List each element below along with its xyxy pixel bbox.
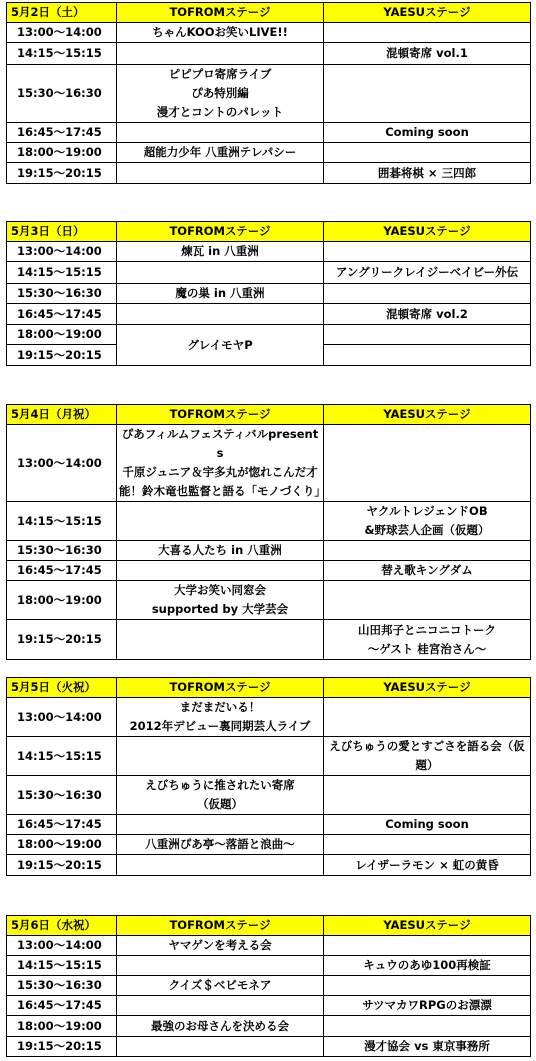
yaesu-event: サツマカワRPGのお漂漂 — [324, 996, 531, 1016]
yaesu-event: アングリークレイジーベイビー外伝 — [324, 262, 531, 284]
yaesu-event — [324, 541, 531, 561]
table-row — [7, 163, 531, 184]
day-schedule-table — [6, 404, 531, 660]
yaesu-event: 漫才協会 vs 東京事務所 — [324, 1037, 531, 1057]
yaesu-event: 替え歌キングダム — [324, 561, 531, 581]
tofrom-event — [117, 163, 324, 184]
table-row — [7, 1037, 531, 1057]
tofrom-event — [117, 815, 324, 835]
yaesu-event — [324, 581, 531, 620]
yaesu-event — [324, 143, 531, 163]
table-row — [7, 541, 531, 561]
header-row — [7, 916, 531, 936]
yaesu-event: 混頓寄席 vol.2 — [324, 304, 531, 325]
yaesu-event: 山田邦子とニコニコトーク ～ゲスト 桂宮治さん～ — [324, 620, 531, 660]
tofrom-event — [117, 43, 324, 65]
table-row — [7, 976, 531, 996]
table-row — [7, 304, 531, 325]
tofrom-stage-header: TOFROMステージ — [117, 222, 324, 242]
table-row — [7, 502, 531, 541]
time-slot: 15:30～16:30 — [7, 976, 117, 996]
tofrom-event: クイズ＄ベビモネア — [117, 976, 324, 996]
time-slot: 19:15～20:15 — [7, 620, 117, 660]
yaesu-event: ヤクルトレジェンドOB &野球芸人企画（仮題） — [324, 502, 531, 541]
time-slot: 15:30～16:30 — [7, 65, 117, 123]
tofrom-event: 煉瓦 in 八重洲 — [117, 242, 324, 262]
yaesu-event — [324, 65, 531, 123]
tofrom-stage-header: TOFROMステージ — [117, 916, 324, 936]
time-slot: 15:30～16:30 — [7, 776, 117, 815]
yaesu-event: 混頓寄席 vol.1 — [324, 43, 531, 65]
tofrom-event: えびちゅうに推されたい寄席 （仮題） — [117, 776, 324, 815]
time-slot: 16:45～17:45 — [7, 123, 117, 143]
day-schedule-table — [6, 915, 531, 1057]
day-schedule-table — [6, 221, 531, 366]
time-slot: 18:00～19:00 — [7, 1016, 117, 1037]
tofrom-event: 最強のお母さんを決める会 — [117, 1016, 324, 1037]
time-slot: 13:00～14:00 — [7, 698, 117, 737]
time-slot: 18:00～19:00 — [7, 835, 117, 855]
yaesu-event: 囲碁将棋 × 三四郎 — [324, 163, 531, 184]
time-slot: 19:15～20:15 — [7, 855, 117, 876]
tofrom-event — [117, 855, 324, 876]
yaesu-event — [324, 325, 531, 345]
yaesu-event: キュウのあゆ100再検証 — [324, 956, 531, 976]
time-slot: 19:15～20:15 — [7, 345, 117, 366]
time-slot: 16:45～17:45 — [7, 815, 117, 835]
table-row — [7, 65, 531, 123]
time-slot: 15:30～16:30 — [7, 284, 117, 304]
table-row — [7, 776, 531, 815]
table-row — [7, 835, 531, 855]
table-row — [7, 620, 531, 660]
table-row — [7, 425, 531, 502]
table-row — [7, 1016, 531, 1037]
table-row — [7, 698, 531, 737]
time-slot: 19:15～20:15 — [7, 1037, 117, 1057]
date-header: 5月5日（火祝） — [7, 678, 117, 698]
tofrom-event — [117, 620, 324, 660]
table-row — [7, 956, 531, 976]
header-row — [7, 405, 531, 425]
table-row — [7, 262, 531, 284]
tofrom-event — [117, 737, 324, 776]
tofrom-event: まだまだいる！ 2012年デビュー裏同期芸人ライブ — [117, 698, 324, 737]
day-schedule-table — [6, 2, 531, 184]
table-row — [7, 737, 531, 776]
time-slot: 18:00～19:00 — [7, 143, 117, 163]
time-slot: 14:15～15:15 — [7, 737, 117, 776]
tofrom-event: グレイモヤP — [117, 325, 324, 366]
table-row — [7, 561, 531, 581]
day-schedule-table — [6, 677, 531, 876]
yaesu-event — [324, 1016, 531, 1037]
tofrom-event: ぴあフィルムフェスティバルpresents 千原ジュニア＆宇多丸が惚れこんだ才能！鈴木竜也監督と語る「モノづくり」 — [117, 425, 324, 502]
time-slot: 13:00～14:00 — [7, 425, 117, 502]
yaesu-stage-header: YAESUステージ — [324, 405, 531, 425]
table-row — [7, 43, 531, 65]
table-row — [7, 23, 531, 43]
time-slot: 14:15～15:15 — [7, 956, 117, 976]
tofrom-event — [117, 304, 324, 325]
tofrom-event: 大喜る人たち in 八重洲 — [117, 541, 324, 561]
tofrom-stage-header: TOFROMステージ — [117, 3, 324, 23]
time-slot: 18:00～19:00 — [7, 581, 117, 620]
table-row — [7, 996, 531, 1016]
time-slot: 15:30～16:30 — [7, 541, 117, 561]
tofrom-event — [117, 123, 324, 143]
yaesu-event — [324, 23, 531, 43]
table-row — [7, 855, 531, 876]
tofrom-event — [117, 502, 324, 541]
yaesu-stage-header: YAESUステージ — [324, 916, 531, 936]
tofrom-event — [117, 996, 324, 1016]
table-row — [7, 123, 531, 143]
time-slot: 18:00～19:00 — [7, 325, 117, 345]
yaesu-event: えびちゅうの愛とすごさを語る会（仮題） — [324, 737, 531, 776]
tofrom-event — [117, 1037, 324, 1057]
tofrom-event: ヤマゲンを考える会 — [117, 936, 324, 956]
yaesu-event — [324, 284, 531, 304]
tofrom-stage-header: TOFROMステージ — [117, 678, 324, 698]
date-header: 5月2日（土） — [7, 3, 117, 23]
date-header: 5月6日（水祝） — [7, 916, 117, 936]
time-slot: 16:45～17:45 — [7, 304, 117, 325]
header-row — [7, 678, 531, 698]
yaesu-event: レイザーラモン × 虹の黄昏 — [324, 855, 531, 876]
table-row — [7, 284, 531, 304]
time-slot: 16:45～17:45 — [7, 561, 117, 581]
yaesu-stage-header: YAESUステージ — [324, 678, 531, 698]
tofrom-event: ピピプロ寄席ライブ ぴあ特別編 漫才とコントのパレット — [117, 65, 324, 123]
tofrom-event: 八重洲ぴあ亭～落語と浪曲～ — [117, 835, 324, 855]
table-row — [7, 242, 531, 262]
tofrom-event — [117, 262, 324, 284]
table-row — [7, 815, 531, 835]
tofrom-event: ちゃんKOOお笑いLIVE!! — [117, 23, 324, 43]
time-slot: 14:15～15:15 — [7, 43, 117, 65]
time-slot: 14:15～15:15 — [7, 502, 117, 541]
tofrom-event — [117, 561, 324, 581]
header-row — [7, 222, 531, 242]
tofrom-event: 大学お笑い同窓会 supported by 大学芸会 — [117, 581, 324, 620]
tofrom-event: 超能力少年 八重洲テレパシー — [117, 143, 324, 163]
yaesu-stage-header: YAESUステージ — [324, 3, 531, 23]
date-header: 5月3日（日） — [7, 222, 117, 242]
table-row — [7, 936, 531, 956]
yaesu-event — [324, 976, 531, 996]
time-slot: 16:45～17:45 — [7, 996, 117, 1016]
yaesu-event — [324, 242, 531, 262]
time-slot: 13:00～14:00 — [7, 936, 117, 956]
header-row — [7, 3, 531, 23]
tofrom-stage-header: TOFROMステージ — [117, 405, 324, 425]
yaesu-event: Coming soon — [324, 123, 531, 143]
time-slot: 14:15～15:15 — [7, 262, 117, 284]
yaesu-stage-header: YAESUステージ — [324, 222, 531, 242]
time-slot: 13:00～14:00 — [7, 23, 117, 43]
yaesu-event — [324, 698, 531, 737]
tofrom-event — [117, 956, 324, 976]
yaesu-event — [324, 936, 531, 956]
yaesu-event — [324, 425, 531, 502]
yaesu-event — [324, 345, 531, 366]
time-slot: 13:00～14:00 — [7, 242, 117, 262]
table-row — [7, 143, 531, 163]
tofrom-event: 魔の巣 in 八重洲 — [117, 284, 324, 304]
yaesu-event — [324, 776, 531, 815]
table-row — [7, 581, 531, 620]
table-row — [7, 325, 531, 345]
yaesu-event — [324, 835, 531, 855]
date-header: 5月4日（月祝） — [7, 405, 117, 425]
time-slot: 19:15～20:15 — [7, 163, 117, 184]
yaesu-event: Coming soon — [324, 815, 531, 835]
